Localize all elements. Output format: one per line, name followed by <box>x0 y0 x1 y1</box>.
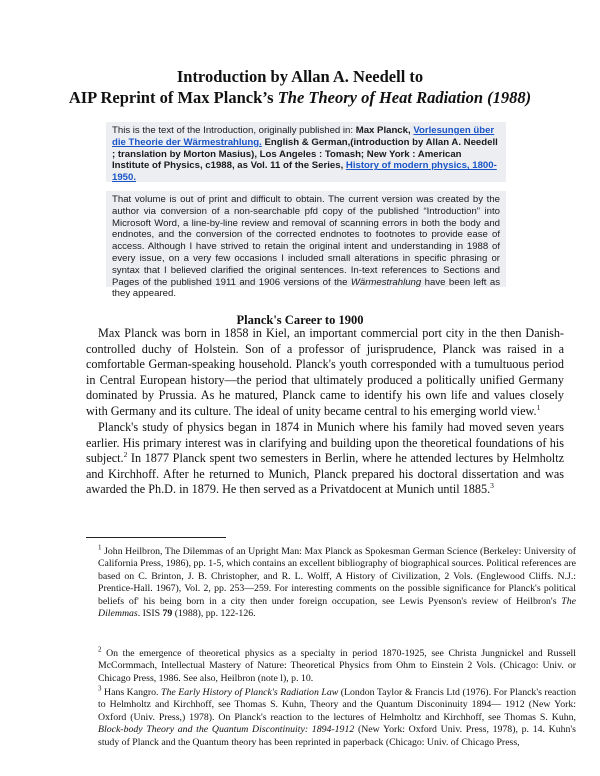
footnote-2: $^2$ On the emergence of theoretical physics as a specialty in period 1870-1925, see Christa Jungnickel and Russell McCormmach, Intellectual Mastery of Nature: Theoretical Physics from Ohm to Einstein 2 Vols. (Chicago: Univ. or Chicago Press, 1986. See also, Heilbron (note l), p. 10. <box>98 645 576 684</box>
conversion-note-box: That volume is out of print and difficult to obtain. The current version was created by the author via conversion of a non-searchable pfd copy of the published “Introduction” into Microsoft Word, a line-by-line review and removal of scanning errors in both the body and endnotes, and the conversion of the corrected endnotes to footnotes to provide ease of access. Although I have strived to retain the original intent and understanding in 1988 of every issue, on a very few occasions I included small alterations in specific phrasing or syntax that I believed clarified the original sentences. In-text references to Sections and Pages of the published 1911 and 1906 versions of the Wärmestrahlung have been left as they appeared. <box>106 191 506 287</box>
book-title: The Theory of Heat Radiation (1988) <box>277 88 532 107</box>
publication-info-box: This is the text of the Introduction, originally published in: Max Planck, Vorlesungen über die Theorie der Wärmestrahlung. English & German,(introduction by Allan A. Needell ; translation by Morton Masius), Los Angeles : Tomash; New York : American Institute of Physics, c1988, as Vol. 11 of the Series, History of modern physics, 1800-1950. <box>106 122 506 182</box>
section-heading: Planck's Career to 1900 <box>236 313 364 327</box>
title-line-1: Introduction by Allan A. Needell to <box>176 67 424 86</box>
footnote-ref-2[interactable]: 2 <box>123 449 128 459</box>
footnote-divider <box>86 537 226 538</box>
document-title <box>0 66 600 108</box>
footnote-3: $^3$ Hans Kangro. The Early History of Planck's Radiation Law (London Taylor & Francis Ltd (1976). For Planck's reaction to Helmholtz and Kirchhoff, see Thomas S. Kuhn, Theory and the Quantum Disconinuity 1894— 1912 (New York: Oxford (Univ. Press,) 1978). On Planck's reaction to the lectures of Helmholtz and Kirchhoff, see Thomas S. Kuhn, Block-body Theory and the Quantum Discontinuity: 1894-1912 (New York: Oxford Univ. Press, 1978), p. 14. Kuhn's study of Planck and the Quantum theory has been reprinted in paperback (Chicago: Univ. of Chicago Press, <box>98 684 576 748</box>
history-series-link[interactable]: History of modern physics, 1800-1950. <box>112 160 497 184</box>
title-line-2: AIP Reprint of Max Planck’s The Theory of Heat Radiation (1988) <box>68 88 532 107</box>
footnote-ref-3[interactable]: 3 <box>490 480 494 490</box>
footnote-1: $^1$ John Heilbron, The Dilemmas of an Upright Man: Max Planck as Spokesman German Science (Berkeley: University of California Press, 1986), pp. 1-5, which contains an excellent bibliography of biographical sources. Political references are based on C. Brinton, J. B. Christopher, and R. L. Wolff, A History of Civilization, 2 Vols. (Englewood Cliffs. N.J.: Prentice-Hall. 1967), Vol. 2, pp. 253—259. For interesting comments on the possible significance for Planck's political beliefs of' his being born in a city then under foreign occupation, see Lewis Pyenson's review of Heilbron's The Dilemmas. ISIS 79 (1988), pp. 122-126. <box>98 543 576 620</box>
vorlesungen-link[interactable]: Vorlesungen über die Theorie der Wärmestrahlung. <box>112 125 495 148</box>
paragraph-1: Max Planck was born in 1858 in Kiel, an important commercial port city in the then Danish-controlled duchy of Holstein. Son of a professor of jurisprudence, Planck was raised in a comfortable German-speaking household. Planck's youth corresponded with a tumultuous period in Central European history—the period that ultimately produced a politically unified Germany dominated by Prussia. As he matured, Planck came to identify his own life and values closely with Germany and its culture. The ideal of unity became central to his emerging world view.$^1$ <box>86 326 564 418</box>
footnote-ref-1[interactable]: 1 <box>536 402 541 412</box>
paragraph-2: Planck's study of physics began in 1874 in Munich where his family had moved seven years earlier. His primary interest was in clarifying and building upon the theoretical foundations of his subject.$^2$ In 1877 Planck spent two semesters in Berlin, where he attended lectures by Helmholtz and Kirchhoff. After he returned to Munich, Planck prepared his doctoral dissertation and was awarded the Ph.D. in 1879. He then served as a Privatdocent at Munich until 1885.$^3$ <box>86 420 564 496</box>
